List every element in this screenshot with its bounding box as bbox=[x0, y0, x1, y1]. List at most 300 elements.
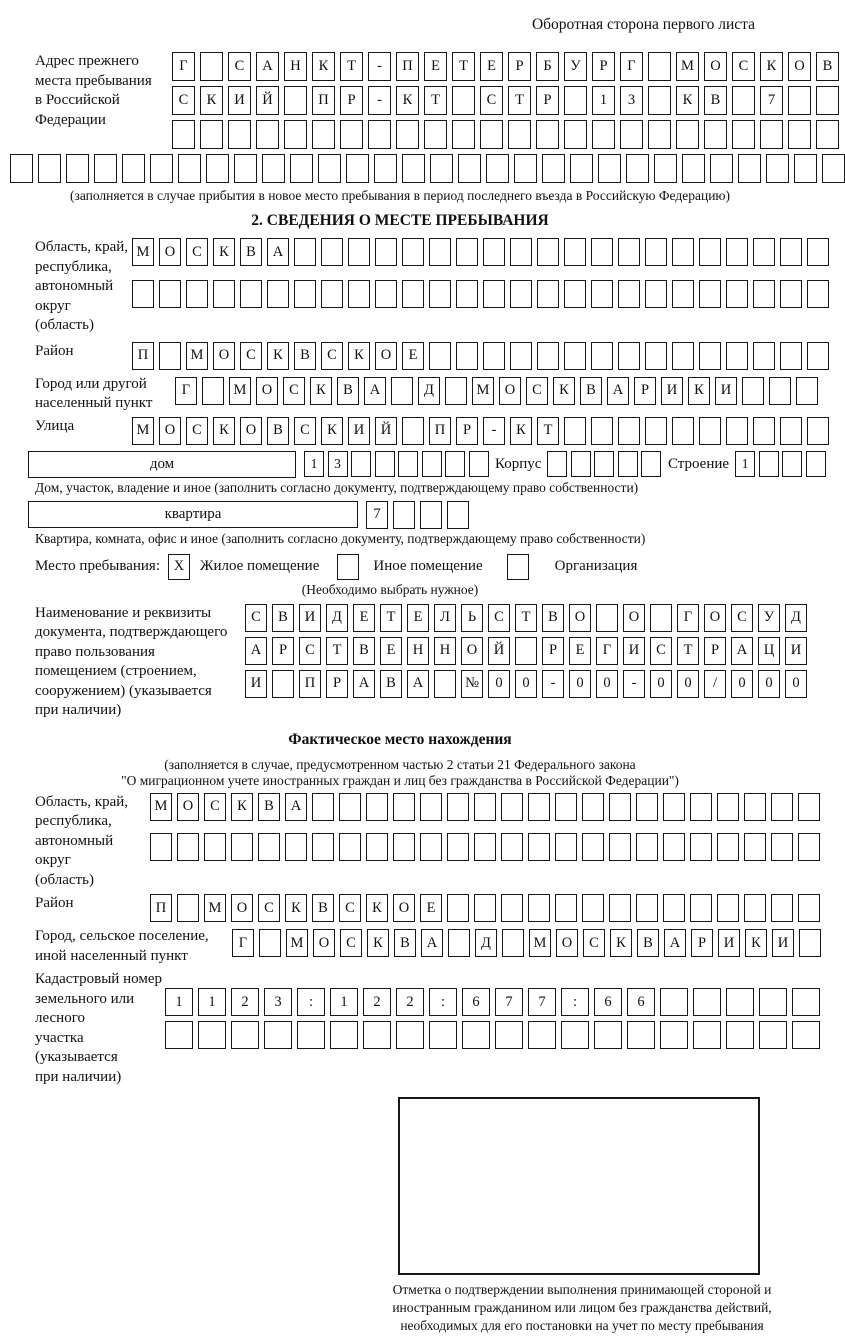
char-cell[interactable]: Г bbox=[596, 637, 618, 665]
char-cell[interactable]: В bbox=[337, 377, 359, 405]
char-cell[interactable]: С bbox=[228, 52, 251, 81]
char-cell[interactable] bbox=[645, 342, 667, 370]
char-cell[interactable] bbox=[742, 377, 764, 405]
char-cell[interactable] bbox=[94, 154, 117, 183]
char-cell[interactable]: П bbox=[299, 670, 321, 698]
char-cell[interactable]: С bbox=[186, 417, 208, 445]
char-cell[interactable]: А bbox=[267, 238, 289, 266]
char-cell[interactable] bbox=[165, 1021, 193, 1049]
char-cell[interactable] bbox=[150, 154, 173, 183]
char-cell[interactable] bbox=[753, 342, 775, 370]
char-cell[interactable]: К bbox=[396, 86, 419, 115]
char-cell[interactable] bbox=[234, 154, 257, 183]
char-cell[interactable]: В bbox=[816, 52, 839, 81]
char-cell[interactable] bbox=[200, 52, 223, 81]
char-cell[interactable] bbox=[807, 238, 829, 266]
char-cell[interactable] bbox=[690, 894, 712, 922]
char-cell[interactable] bbox=[447, 894, 469, 922]
char-cell[interactable] bbox=[391, 377, 413, 405]
char-cell[interactable] bbox=[312, 120, 335, 149]
char-cell[interactable]: В bbox=[353, 637, 375, 665]
char-cell[interactable]: О bbox=[556, 929, 578, 957]
char-cell[interactable] bbox=[618, 451, 638, 477]
char-cell[interactable]: С bbox=[321, 342, 343, 370]
char-cell[interactable] bbox=[710, 154, 733, 183]
char-cell[interactable]: Р bbox=[542, 637, 564, 665]
char-cell[interactable]: О bbox=[240, 417, 262, 445]
char-cell[interactable] bbox=[528, 793, 550, 821]
char-cell[interactable]: Т bbox=[424, 86, 447, 115]
checkbox-residential[interactable]: X bbox=[168, 554, 190, 580]
char-cell[interactable] bbox=[312, 833, 334, 861]
char-cell[interactable]: С bbox=[339, 894, 361, 922]
char-cell[interactable] bbox=[501, 894, 523, 922]
char-cell[interactable] bbox=[672, 342, 694, 370]
char-cell[interactable] bbox=[424, 120, 447, 149]
char-cell[interactable]: Д bbox=[475, 929, 497, 957]
char-cell[interactable]: Г bbox=[232, 929, 254, 957]
char-cell[interactable] bbox=[363, 1021, 391, 1049]
char-cell[interactable]: О bbox=[177, 793, 199, 821]
char-cell[interactable]: Й bbox=[375, 417, 397, 445]
char-cell[interactable] bbox=[474, 833, 496, 861]
char-cell[interactable]: Г bbox=[175, 377, 197, 405]
char-cell[interactable]: О bbox=[159, 238, 181, 266]
char-cell[interactable] bbox=[650, 604, 672, 632]
char-cell[interactable] bbox=[648, 120, 671, 149]
char-cell[interactable]: П bbox=[312, 86, 335, 115]
char-cell[interactable] bbox=[645, 417, 667, 445]
char-cell[interactable] bbox=[447, 501, 469, 529]
char-cell[interactable] bbox=[402, 280, 424, 308]
char-cell[interactable]: Е bbox=[569, 637, 591, 665]
char-cell[interactable]: К bbox=[200, 86, 223, 115]
char-cell[interactable]: О bbox=[213, 342, 235, 370]
char-cell[interactable] bbox=[620, 120, 643, 149]
char-cell[interactable] bbox=[447, 833, 469, 861]
char-cell[interactable] bbox=[537, 238, 559, 266]
char-cell[interactable]: С bbox=[283, 377, 305, 405]
char-cell[interactable] bbox=[738, 154, 761, 183]
char-cell[interactable]: 0 bbox=[731, 670, 753, 698]
char-cell[interactable]: К bbox=[688, 377, 710, 405]
char-cell[interactable] bbox=[258, 833, 280, 861]
char-cell[interactable] bbox=[594, 1021, 622, 1049]
char-cell[interactable]: 6 bbox=[594, 988, 622, 1016]
char-cell[interactable]: Р bbox=[340, 86, 363, 115]
char-cell[interactable] bbox=[564, 417, 586, 445]
char-cell[interactable] bbox=[744, 833, 766, 861]
char-cell[interactable]: В bbox=[637, 929, 659, 957]
char-cell[interactable]: 7 bbox=[366, 501, 388, 529]
char-cell[interactable]: Л bbox=[434, 604, 456, 632]
char-cell[interactable] bbox=[555, 894, 577, 922]
char-cell[interactable] bbox=[564, 238, 586, 266]
char-cell[interactable] bbox=[807, 280, 829, 308]
char-cell[interactable]: Р bbox=[634, 377, 656, 405]
apartment-box[interactable]: квартира bbox=[28, 501, 358, 528]
char-cell[interactable]: Р bbox=[508, 52, 531, 81]
char-cell[interactable] bbox=[672, 417, 694, 445]
char-cell[interactable] bbox=[594, 451, 614, 477]
char-cell[interactable] bbox=[206, 154, 229, 183]
char-cell[interactable] bbox=[452, 86, 475, 115]
char-cell[interactable] bbox=[483, 238, 505, 266]
char-cell[interactable] bbox=[393, 833, 415, 861]
char-cell[interactable] bbox=[759, 1021, 787, 1049]
char-cell[interactable]: У bbox=[758, 604, 780, 632]
char-cell[interactable]: О bbox=[231, 894, 253, 922]
char-cell[interactable]: Й bbox=[256, 86, 279, 115]
char-cell[interactable] bbox=[528, 833, 550, 861]
char-cell[interactable]: : bbox=[297, 988, 325, 1016]
house-box[interactable]: дом bbox=[28, 451, 296, 478]
char-cell[interactable] bbox=[508, 120, 531, 149]
char-cell[interactable]: М bbox=[286, 929, 308, 957]
char-cell[interactable] bbox=[717, 894, 739, 922]
char-cell[interactable]: Т bbox=[380, 604, 402, 632]
char-cell[interactable]: С bbox=[258, 894, 280, 922]
char-cell[interactable]: 0 bbox=[677, 670, 699, 698]
char-cell[interactable] bbox=[132, 280, 154, 308]
char-cell[interactable] bbox=[537, 342, 559, 370]
char-cell[interactable] bbox=[618, 280, 640, 308]
char-cell[interactable]: О bbox=[499, 377, 521, 405]
char-cell[interactable]: А bbox=[664, 929, 686, 957]
char-cell[interactable]: К bbox=[610, 929, 632, 957]
char-cell[interactable]: Е bbox=[420, 894, 442, 922]
char-cell[interactable]: Ь bbox=[461, 604, 483, 632]
char-cell[interactable]: К bbox=[213, 238, 235, 266]
char-cell[interactable] bbox=[178, 154, 201, 183]
char-cell[interactable] bbox=[645, 238, 667, 266]
char-cell[interactable] bbox=[591, 238, 613, 266]
char-cell[interactable] bbox=[582, 793, 604, 821]
char-cell[interactable]: Т bbox=[515, 604, 537, 632]
char-cell[interactable]: 0 bbox=[569, 670, 591, 698]
char-cell[interactable] bbox=[462, 1021, 490, 1049]
char-cell[interactable] bbox=[429, 1021, 457, 1049]
char-cell[interactable]: О bbox=[623, 604, 645, 632]
char-cell[interactable]: К bbox=[312, 52, 335, 81]
char-cell[interactable]: 3 bbox=[264, 988, 292, 1016]
char-cell[interactable] bbox=[259, 929, 281, 957]
char-cell[interactable] bbox=[66, 154, 89, 183]
char-cell[interactable]: 7 bbox=[495, 988, 523, 1016]
char-cell[interactable] bbox=[501, 833, 523, 861]
char-cell[interactable]: А bbox=[731, 637, 753, 665]
char-cell[interactable] bbox=[780, 280, 802, 308]
char-cell[interactable]: Б bbox=[536, 52, 559, 81]
char-cell[interactable] bbox=[483, 342, 505, 370]
char-cell[interactable] bbox=[641, 451, 661, 477]
char-cell[interactable] bbox=[648, 86, 671, 115]
char-cell[interactable]: Е bbox=[424, 52, 447, 81]
char-cell[interactable] bbox=[284, 86, 307, 115]
char-cell[interactable] bbox=[501, 793, 523, 821]
checkbox-other-premises[interactable] bbox=[337, 554, 359, 580]
char-cell[interactable] bbox=[771, 793, 793, 821]
char-cell[interactable] bbox=[760, 120, 783, 149]
char-cell[interactable]: Р bbox=[592, 52, 615, 81]
char-cell[interactable] bbox=[771, 894, 793, 922]
char-cell[interactable]: М bbox=[132, 417, 154, 445]
char-cell[interactable] bbox=[351, 451, 371, 477]
char-cell[interactable]: Р bbox=[536, 86, 559, 115]
char-cell[interactable] bbox=[294, 238, 316, 266]
char-cell[interactable]: Н bbox=[434, 637, 456, 665]
char-cell[interactable]: К bbox=[231, 793, 253, 821]
char-cell[interactable]: 1 bbox=[592, 86, 615, 115]
char-cell[interactable]: В bbox=[542, 604, 564, 632]
char-cell[interactable] bbox=[321, 280, 343, 308]
char-cell[interactable]: В bbox=[704, 86, 727, 115]
char-cell[interactable] bbox=[267, 280, 289, 308]
char-cell[interactable] bbox=[375, 280, 397, 308]
char-cell[interactable]: Р bbox=[704, 637, 726, 665]
char-cell[interactable]: Д bbox=[418, 377, 440, 405]
char-cell[interactable]: 7 bbox=[528, 988, 556, 1016]
char-cell[interactable]: К bbox=[213, 417, 235, 445]
char-cell[interactable]: К bbox=[285, 894, 307, 922]
char-cell[interactable] bbox=[798, 833, 820, 861]
char-cell[interactable]: А bbox=[353, 670, 375, 698]
char-cell[interactable] bbox=[564, 86, 587, 115]
char-cell[interactable] bbox=[483, 280, 505, 308]
char-cell[interactable] bbox=[346, 154, 369, 183]
char-cell[interactable] bbox=[228, 120, 251, 149]
char-cell[interactable] bbox=[682, 154, 705, 183]
char-cell[interactable] bbox=[561, 1021, 589, 1049]
char-cell[interactable] bbox=[792, 1021, 820, 1049]
char-cell[interactable]: И bbox=[718, 929, 740, 957]
char-cell[interactable] bbox=[547, 451, 567, 477]
char-cell[interactable]: Р bbox=[691, 929, 713, 957]
char-cell[interactable]: П bbox=[150, 894, 172, 922]
char-cell[interactable] bbox=[645, 280, 667, 308]
char-cell[interactable]: Т bbox=[452, 52, 475, 81]
char-cell[interactable] bbox=[510, 238, 532, 266]
char-cell[interactable]: И bbox=[772, 929, 794, 957]
char-cell[interactable] bbox=[321, 238, 343, 266]
char-cell[interactable]: М bbox=[204, 894, 226, 922]
char-cell[interactable] bbox=[799, 929, 821, 957]
char-cell[interactable]: А bbox=[407, 670, 429, 698]
char-cell[interactable]: М bbox=[472, 377, 494, 405]
char-cell[interactable] bbox=[794, 154, 817, 183]
char-cell[interactable] bbox=[402, 154, 425, 183]
char-cell[interactable]: 0 bbox=[488, 670, 510, 698]
char-cell[interactable] bbox=[262, 154, 285, 183]
char-cell[interactable]: 7 bbox=[760, 86, 783, 115]
char-cell[interactable] bbox=[456, 238, 478, 266]
char-cell[interactable] bbox=[366, 833, 388, 861]
char-cell[interactable]: № bbox=[461, 670, 483, 698]
char-cell[interactable] bbox=[375, 238, 397, 266]
char-cell[interactable] bbox=[726, 280, 748, 308]
char-cell[interactable] bbox=[796, 377, 818, 405]
char-cell[interactable] bbox=[348, 238, 370, 266]
char-cell[interactable] bbox=[699, 417, 721, 445]
char-cell[interactable] bbox=[510, 342, 532, 370]
char-cell[interactable] bbox=[570, 154, 593, 183]
char-cell[interactable] bbox=[458, 154, 481, 183]
char-cell[interactable]: 0 bbox=[515, 670, 537, 698]
char-cell[interactable]: 0 bbox=[785, 670, 807, 698]
char-cell[interactable] bbox=[256, 120, 279, 149]
char-cell[interactable]: К bbox=[367, 929, 389, 957]
char-cell[interactable]: Е bbox=[353, 604, 375, 632]
char-cell[interactable] bbox=[456, 280, 478, 308]
char-cell[interactable] bbox=[759, 451, 779, 477]
char-cell[interactable]: 2 bbox=[396, 988, 424, 1016]
char-cell[interactable]: С bbox=[245, 604, 267, 632]
char-cell[interactable]: Н bbox=[284, 52, 307, 81]
char-cell[interactable]: И bbox=[299, 604, 321, 632]
char-cell[interactable] bbox=[636, 793, 658, 821]
char-cell[interactable] bbox=[420, 793, 442, 821]
char-cell[interactable]: И bbox=[623, 637, 645, 665]
char-cell[interactable]: О bbox=[461, 637, 483, 665]
char-cell[interactable] bbox=[537, 280, 559, 308]
char-cell[interactable]: Р bbox=[456, 417, 478, 445]
char-cell[interactable]: М bbox=[529, 929, 551, 957]
char-cell[interactable]: А bbox=[285, 793, 307, 821]
char-cell[interactable]: Н bbox=[407, 637, 429, 665]
char-cell[interactable]: А bbox=[364, 377, 386, 405]
char-cell[interactable] bbox=[186, 280, 208, 308]
char-cell[interactable] bbox=[753, 238, 775, 266]
char-cell[interactable] bbox=[816, 86, 839, 115]
char-cell[interactable] bbox=[663, 894, 685, 922]
char-cell[interactable]: Е bbox=[407, 604, 429, 632]
char-cell[interactable] bbox=[348, 280, 370, 308]
char-cell[interactable] bbox=[792, 988, 820, 1016]
char-cell[interactable] bbox=[726, 1021, 754, 1049]
char-cell[interactable] bbox=[660, 988, 688, 1016]
char-cell[interactable] bbox=[429, 342, 451, 370]
char-cell[interactable] bbox=[555, 833, 577, 861]
char-cell[interactable] bbox=[654, 154, 677, 183]
char-cell[interactable] bbox=[240, 280, 262, 308]
char-cell[interactable] bbox=[699, 280, 721, 308]
char-cell[interactable] bbox=[648, 52, 671, 81]
char-cell[interactable] bbox=[816, 120, 839, 149]
char-cell[interactable]: 0 bbox=[758, 670, 780, 698]
char-cell[interactable] bbox=[618, 342, 640, 370]
char-cell[interactable] bbox=[672, 238, 694, 266]
char-cell[interactable] bbox=[514, 154, 537, 183]
char-cell[interactable]: К bbox=[321, 417, 343, 445]
char-cell[interactable] bbox=[429, 238, 451, 266]
char-cell[interactable] bbox=[202, 377, 224, 405]
char-cell[interactable]: К bbox=[267, 342, 289, 370]
char-cell[interactable] bbox=[564, 342, 586, 370]
char-cell[interactable] bbox=[231, 1021, 259, 1049]
char-cell[interactable]: О bbox=[569, 604, 591, 632]
char-cell[interactable]: А bbox=[607, 377, 629, 405]
char-cell[interactable] bbox=[339, 793, 361, 821]
char-cell[interactable]: Т bbox=[537, 417, 559, 445]
char-cell[interactable] bbox=[663, 793, 685, 821]
char-cell[interactable] bbox=[582, 833, 604, 861]
char-cell[interactable]: 1 bbox=[304, 451, 324, 477]
char-cell[interactable] bbox=[272, 670, 294, 698]
char-cell[interactable] bbox=[515, 637, 537, 665]
char-cell[interactable] bbox=[422, 451, 442, 477]
char-cell[interactable]: М bbox=[186, 342, 208, 370]
char-cell[interactable] bbox=[598, 154, 621, 183]
char-cell[interactable] bbox=[368, 120, 391, 149]
char-cell[interactable]: О bbox=[159, 417, 181, 445]
char-cell[interactable] bbox=[663, 833, 685, 861]
char-cell[interactable] bbox=[699, 342, 721, 370]
char-cell[interactable] bbox=[38, 154, 61, 183]
char-cell[interactable]: 1 bbox=[735, 451, 755, 477]
char-cell[interactable]: 0 bbox=[650, 670, 672, 698]
char-cell[interactable]: Г bbox=[172, 52, 195, 81]
char-cell[interactable] bbox=[609, 894, 631, 922]
char-cell[interactable]: : bbox=[561, 988, 589, 1016]
char-cell[interactable]: О bbox=[393, 894, 415, 922]
char-cell[interactable] bbox=[398, 451, 418, 477]
char-cell[interactable]: - bbox=[483, 417, 505, 445]
char-cell[interactable] bbox=[448, 929, 470, 957]
char-cell[interactable] bbox=[10, 154, 33, 183]
char-cell[interactable] bbox=[396, 120, 419, 149]
char-cell[interactable] bbox=[452, 120, 475, 149]
char-cell[interactable]: С bbox=[294, 417, 316, 445]
char-cell[interactable] bbox=[788, 120, 811, 149]
char-cell[interactable] bbox=[396, 1021, 424, 1049]
char-cell[interactable] bbox=[502, 929, 524, 957]
char-cell[interactable] bbox=[699, 238, 721, 266]
char-cell[interactable]: С bbox=[732, 52, 755, 81]
char-cell[interactable]: Е bbox=[402, 342, 424, 370]
char-cell[interactable]: Т bbox=[677, 637, 699, 665]
char-cell[interactable]: - bbox=[368, 86, 391, 115]
char-cell[interactable] bbox=[213, 280, 235, 308]
char-cell[interactable]: М bbox=[150, 793, 172, 821]
char-cell[interactable]: И bbox=[715, 377, 737, 405]
char-cell[interactable] bbox=[753, 280, 775, 308]
char-cell[interactable]: В bbox=[580, 377, 602, 405]
char-cell[interactable] bbox=[780, 417, 802, 445]
char-cell[interactable]: В bbox=[294, 342, 316, 370]
char-cell[interactable] bbox=[200, 120, 223, 149]
char-cell[interactable] bbox=[636, 833, 658, 861]
char-cell[interactable] bbox=[340, 120, 363, 149]
char-cell[interactable]: 2 bbox=[231, 988, 259, 1016]
char-cell[interactable] bbox=[312, 793, 334, 821]
char-cell[interactable] bbox=[732, 120, 755, 149]
char-cell[interactable]: А bbox=[245, 637, 267, 665]
char-cell[interactable]: И bbox=[785, 637, 807, 665]
char-cell[interactable]: В bbox=[272, 604, 294, 632]
char-cell[interactable] bbox=[474, 894, 496, 922]
char-cell[interactable] bbox=[285, 833, 307, 861]
char-cell[interactable]: Г bbox=[677, 604, 699, 632]
char-cell[interactable]: С bbox=[172, 86, 195, 115]
char-cell[interactable]: / bbox=[704, 670, 726, 698]
char-cell[interactable]: С bbox=[731, 604, 753, 632]
char-cell[interactable] bbox=[676, 120, 699, 149]
char-cell[interactable] bbox=[717, 833, 739, 861]
char-cell[interactable]: С bbox=[583, 929, 605, 957]
char-cell[interactable]: В bbox=[240, 238, 262, 266]
char-cell[interactable]: В bbox=[394, 929, 416, 957]
char-cell[interactable]: И bbox=[228, 86, 251, 115]
